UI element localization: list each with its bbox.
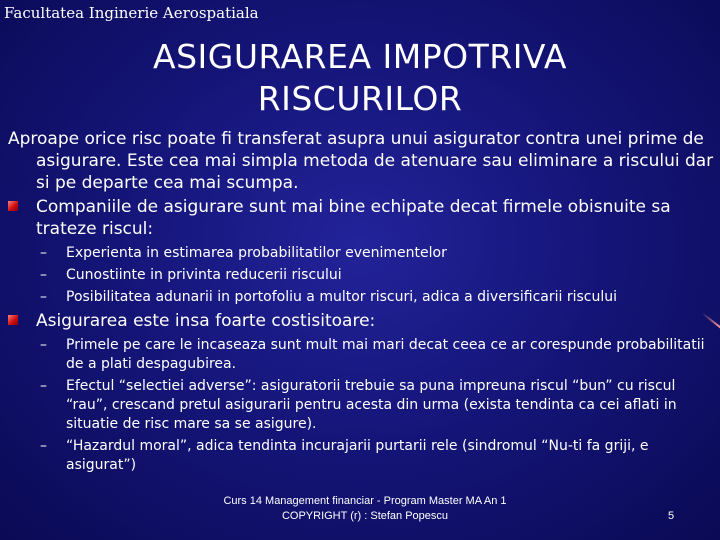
bullet-insurance-cost [0,310,716,332]
sub-item-text: “Hazardul moral”, adica tendinta incurajarii purtarii rele (sindromul “Nu-ti fa griji, e asigurat”) [66,438,649,473]
footer-copyright: COPYRIGHT (r) : Stefan Popescu [281,510,449,522]
sub-item [0,437,716,475]
sub-item [0,288,716,307]
dash-marker: – [40,438,47,454]
sub-list-advantages [0,244,716,307]
sub-item-text: Posibilitatea adunarii in portofoliu a multor riscuri, adica a diversificarii riscului [66,289,618,305]
dash-marker: – [40,267,47,283]
footer-course-info: Curs 14 Management financiar - Program Master MA An 1 [223,495,507,507]
sub-item-text: Cunostiinte in privinta reducerii riscului [66,267,342,283]
bullet-insurance-companies [0,196,716,240]
sub-list-costs [0,336,716,475]
organization-name: Facultatea Inginerie Aerospatiala [4,4,259,22]
slide-title-line1: ASIGURAREA IMPOTRIVA [153,37,567,76]
page-number: 5 [668,510,675,522]
sub-item [0,377,716,434]
sub-item-text: Experienta in estimarea probabilitatilor evenimentelor [66,245,447,261]
slide-title-line2: RISCURILOR [257,79,463,118]
dash-marker: – [40,245,47,261]
sub-item-text: Efectul “selectiei adverse”: asiguratorii trebuie sa puna impreuna riscul “bun” cu riscul “rau”, crescand pretul asigurarii pentru acesta din urma (exista tendinta ca cei aflati in situatie de risc mare sa se asigure). [66,378,677,432]
dash-marker: – [40,378,47,394]
square-bullet-icon [8,201,18,211]
dash-marker: – [40,289,47,305]
intro-paragraph: Aproape orice risc poate fi transferat asupra unui asigurator contra unei prime de asigurare. Este cea mai simpla metoda de atenuare sau eliminare a riscului dar si pe departe cea mai scumpa. [8,129,714,193]
sub-item [0,336,716,374]
bullet-text: Companiile de asigurare sunt mai bine echipate decat firmele obisnuite sa trateze riscul: [36,197,671,239]
slide-footer [200,494,530,524]
slide-title [60,36,660,120]
sub-item-text: Primele pe care le incaseaza sunt mult mai mari decat ceea ce ar corespunde probabilitatii de a plati despagubirea. [66,337,705,372]
slide-content [0,128,716,478]
sub-item [0,266,716,285]
sub-item [0,244,716,263]
bullet-text: Asigurarea este insa foarte costisitoare: [36,311,376,331]
square-bullet-icon [8,315,18,325]
dash-marker: – [40,337,47,353]
